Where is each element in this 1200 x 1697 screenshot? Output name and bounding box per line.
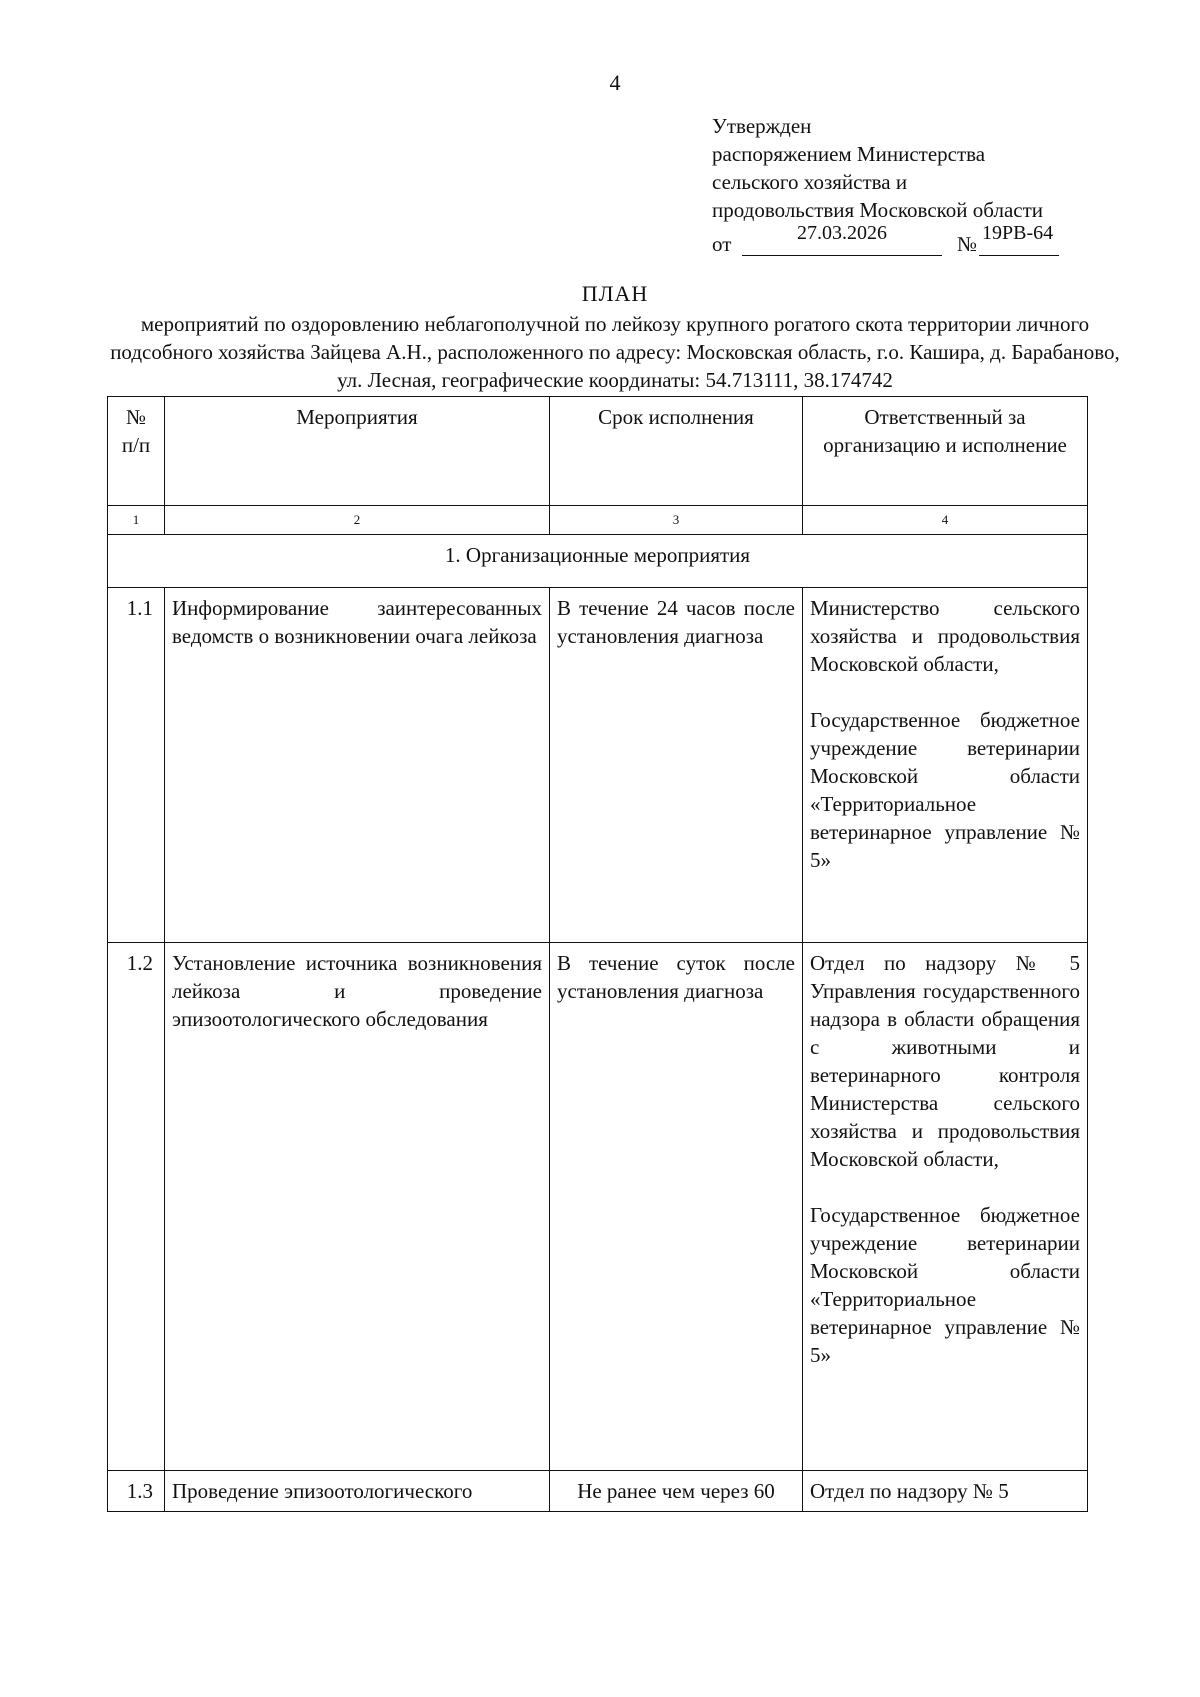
row-responsible: Отдел по надзору № 5 (803, 1471, 1088, 1512)
row-deadline: В течение 24 часов после установления диагноза (550, 588, 803, 943)
table-row (108, 943, 1088, 1471)
plan-table (107, 396, 1088, 1512)
row-responsible (803, 943, 1088, 1471)
header-responsible: Ответственный за организацию и исполнение (803, 397, 1088, 506)
column-index-row (108, 506, 1088, 535)
table-row (108, 1471, 1088, 1512)
header-number: № п/п (108, 397, 165, 506)
plan-subtitle: мероприятий по оздоровлению неблагополучной по лейкозу крупного рогатого скота территории личного подсобного хозяйства Зайцева А.Н., расположенного по адресу: Московская область, г.о. Кашира, д. Барабаново, ул. Лесная, географические координаты: 54.713111, 38.174742 (110, 312, 1120, 392)
section-row (108, 535, 1088, 588)
approval-line-4: продовольствия Московской области (712, 198, 1043, 222)
row-deadline: Не ранее чем через 60 (550, 1471, 803, 1512)
column-index: 3 (550, 506, 803, 535)
responsible-secondary: Государственное бюджетное учреждение ветеринарии Московской области «Территориальное ветеринарное управление № 5» (810, 1203, 1080, 1367)
page-number: 4 (609, 70, 621, 95)
header-deadline: Срок исполнения (550, 397, 803, 506)
row-number: 1.3 (108, 1471, 165, 1512)
row-responsible (803, 588, 1088, 943)
approval-block (712, 112, 1054, 258)
row-number: 1.2 (108, 943, 165, 1471)
column-index: 2 (165, 506, 550, 535)
responsible-secondary: Государственное бюджетное учреждение ветеринарии Московской области «Территориальное ветеринарное управление № 5» (810, 708, 1080, 872)
section-title: 1. Организационные мероприятия (108, 535, 1088, 588)
plan-title: ПЛАН (581, 281, 649, 306)
approval-date-line (712, 222, 1054, 258)
approval-number: 19РВ-64 (982, 222, 1054, 244)
date-underline (742, 255, 942, 256)
table-row (108, 588, 1088, 943)
column-index: 4 (803, 506, 1088, 535)
row-activity: Проведение эпизоотологического (165, 1471, 550, 1512)
date-prefix: от (712, 232, 732, 256)
approval-line-3: сельского хозяйства и (712, 170, 908, 194)
row-number: 1.1 (108, 588, 165, 943)
header-activity: Мероприятия (165, 397, 550, 506)
row-deadline: В течение суток после установления диагноза (550, 943, 803, 1471)
column-index: 1 (108, 506, 165, 535)
row-activity: Информирование заинтересованных ведомств о возникновении очага лейкоза (165, 588, 550, 943)
responsible-primary: Отдел по надзору № 5 Управления государственного надзора в области обращения с животными и ветеринарного контроля Министерства сельского хозяйства и продовольствия Московской области, (810, 951, 1080, 1171)
responsible-primary: Министерство сельского хозяйства и продовольствия Московской области, (810, 596, 1080, 676)
number-underline (979, 255, 1059, 256)
number-prefix: № (957, 232, 978, 256)
approval-line-2: распоряжением Министерства (712, 142, 986, 166)
row-activity: Установление источника возникновения лейкоза и проведение эпизоотологического обследования (165, 943, 550, 1471)
approval-date: 27.03.2026 (797, 222, 887, 244)
table-header-row (108, 397, 1088, 506)
approval-line-1: Утвержден (712, 114, 812, 138)
